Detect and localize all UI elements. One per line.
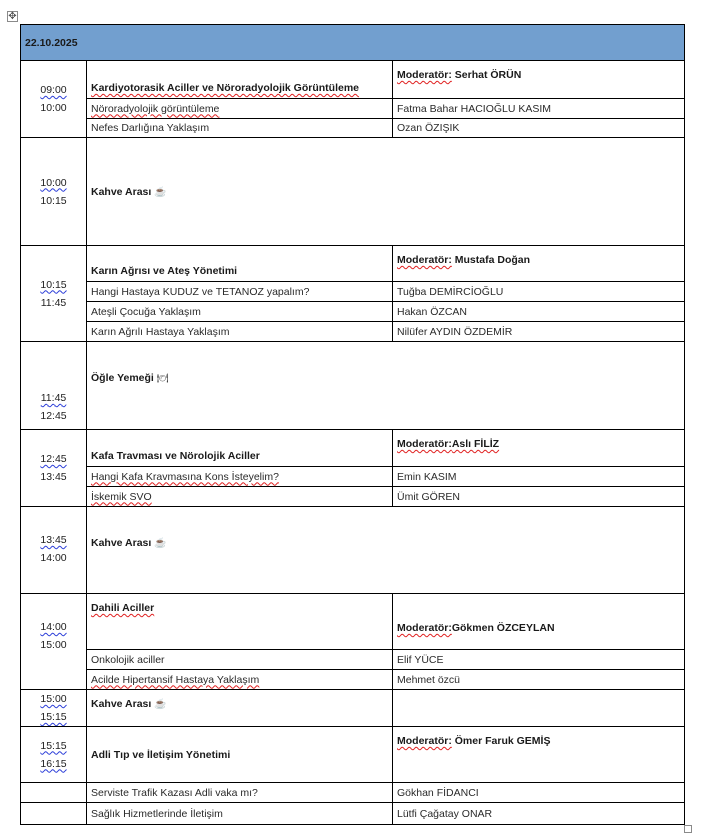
moderator-label: Moderatör: (397, 438, 452, 450)
moderator-label: Moderatör: (397, 69, 452, 81)
talk-topic-text: Nöroradyolojik görüntüleme (91, 102, 220, 115)
session-start-time: 15:15 (40, 739, 67, 752)
talk-topic-text: İskemik SVO (91, 490, 152, 503)
talk-topic[interactable] (87, 99, 393, 119)
talk-speaker[interactable]: Ozan ÖZIŞIK (393, 119, 685, 138)
talk-row (21, 803, 685, 825)
session-time-cell[interactable] (21, 727, 87, 783)
talk-speaker[interactable]: Lütfi Çağatay ONAR (393, 803, 685, 825)
break-time-cell[interactable] (21, 138, 87, 246)
break-cell[interactable] (87, 342, 685, 430)
talk-topic[interactable]: Serviste Trafik Kazası Adli vaka mı? (87, 783, 393, 803)
moderator-name: Mustafa Doğan (454, 254, 531, 266)
break-label: Kahve Arası (91, 537, 152, 549)
break-cell[interactable] (87, 138, 685, 246)
break-end-time: 15:15 (40, 711, 67, 723)
talk-row (21, 322, 685, 342)
moderator-name: Gökmen ÖZCEYLAN (451, 622, 555, 634)
session-start-time: 12:45 (40, 453, 67, 465)
moderator-label: Moderatör: (397, 735, 452, 747)
talk-topic[interactable] (87, 467, 393, 487)
break-start-time: 13:45 (40, 534, 67, 546)
session-title-prefix: Dahili Aciller (91, 602, 155, 614)
session-end-time: 16:15 (40, 757, 67, 770)
break-time-cell[interactable] (21, 342, 87, 430)
session-moderator[interactable] (393, 727, 685, 783)
break-start-time: 11:45 (40, 392, 67, 404)
session-end-time: 15:00 (40, 639, 67, 651)
moderator-name: Serhat ÖRÜN (454, 69, 522, 81)
session-end-time: 11:45 (40, 296, 67, 309)
empty-time-cell[interactable] (21, 803, 87, 825)
session-title-row (21, 61, 685, 99)
session-title-row (21, 430, 685, 467)
talk-row (21, 302, 685, 322)
session-start-time: 10:15 (40, 278, 67, 291)
session-moderator[interactable] (393, 61, 685, 99)
session-start-time: 09:00 (40, 84, 67, 96)
talk-topic[interactable] (87, 487, 393, 507)
session-time-cell[interactable] (21, 61, 87, 138)
break-row (21, 690, 685, 727)
session-end-time: 13:45 (40, 471, 67, 483)
dining-icon: 🍽 (156, 373, 169, 383)
talk-row (21, 119, 685, 138)
session-start-time: 14:00 (40, 621, 67, 633)
talk-speaker[interactable]: Ümit GÖREN (393, 487, 685, 507)
break-label: Kahve Arası (91, 185, 152, 198)
coffee-icon: ☕ (154, 186, 167, 198)
break-row (21, 138, 685, 246)
session-title-row (21, 246, 685, 282)
talk-topic[interactable] (87, 670, 393, 690)
session-moderator[interactable] (393, 594, 685, 650)
talk-row (21, 282, 685, 302)
break-cell[interactable] (87, 507, 685, 594)
break-row (21, 342, 685, 430)
session-time-cell[interactable] (21, 430, 87, 507)
coffee-icon: ☕ (154, 699, 167, 710)
session-title[interactable] (87, 61, 393, 99)
break-cell[interactable] (87, 690, 393, 727)
talk-topic[interactable]: Sağlık Hizmetlerinde İletişim (87, 803, 393, 825)
moderator-label: Moderatör: (397, 622, 452, 634)
talk-row (21, 650, 685, 670)
break-label: Öğle Yemeği (91, 372, 154, 384)
talk-speaker[interactable]: Elif YÜCE (393, 650, 685, 670)
moderator-name: Aslı FİLİZ (451, 438, 500, 450)
talk-speaker[interactable]: Emin KASIM (393, 467, 685, 487)
talk-speaker[interactable]: Hakan ÖZCAN (393, 302, 685, 322)
talk-row (21, 487, 685, 507)
break-end-time: 12:45 (40, 410, 67, 422)
session-title[interactable]: Karın Ağrısı ve Ateş Yönetimi (87, 246, 393, 282)
session-title-row (21, 594, 685, 650)
empty-cell[interactable] (393, 690, 685, 727)
talk-speaker[interactable]: Gökhan FİDANCI (393, 783, 685, 803)
session-end-time: 10:00 (40, 102, 67, 114)
talk-speaker[interactable]: Fatma Bahar HACIOĞLU KASIM (393, 99, 685, 119)
talk-row (21, 467, 685, 487)
talk-topic[interactable]: Nefes Darlığına Yaklaşım (87, 119, 393, 138)
moderator-name: Ömer Faruk GEMİŞ (454, 735, 551, 747)
break-label: Kahve Arası (91, 698, 152, 710)
talk-speaker[interactable]: Nilüfer AYDIN ÖZDEMİR (393, 322, 685, 342)
talk-topic[interactable]: Ateşli Çocuğa Yaklaşım (87, 302, 393, 322)
talk-topic-text: Acilde Hipertansif Hastaya Yaklaşım (91, 673, 260, 686)
session-time-cell[interactable] (21, 246, 87, 342)
session-title[interactable]: Adli Tıp ve İletişim Yönetimi (87, 727, 393, 783)
break-start-time: 15:00 (40, 693, 67, 705)
talk-row (21, 670, 685, 690)
moderator-label: Moderatör: (397, 254, 452, 266)
session-title[interactable] (87, 594, 393, 650)
empty-time-cell[interactable] (21, 783, 87, 803)
session-title[interactable]: Kafa Travması ve Nörolojik Aciller (87, 430, 393, 467)
table-resize-handle[interactable] (684, 825, 692, 833)
talk-speaker[interactable]: Mehmet özcü (393, 670, 685, 690)
break-row (21, 507, 685, 594)
session-title-row (21, 727, 685, 783)
table-move-handle[interactable]: ✥ (8, 11, 17, 22)
break-end-time: 10:15 (40, 194, 67, 207)
session-moderator[interactable] (393, 246, 685, 282)
talk-topic[interactable]: Karın Ağrılı Hastaya Yaklaşım (87, 322, 393, 342)
session-title-text: Kardiyotorasik Aciller ve Nöroradyolojik Görüntüleme (91, 82, 360, 94)
talk-speaker[interactable]: Tuğba DEMİRCİOĞLU (393, 282, 685, 302)
coffee-icon: ☕ (154, 538, 167, 549)
session-time-cell[interactable] (21, 594, 87, 690)
talk-row (21, 99, 685, 119)
date-header-row (21, 25, 685, 61)
talk-topic-text: Hangi Kafa Kravmasına Kons İsteyelim? (91, 470, 279, 483)
talk-topic[interactable]: Onkolojik aciller (87, 650, 393, 670)
schedule-table (20, 24, 685, 825)
talk-row (21, 783, 685, 803)
break-end-time: 14:00 (40, 552, 67, 564)
talk-topic[interactable]: Hangi Hastaya KUDUZ ve TETANOZ yapalım? (87, 282, 393, 302)
break-start-time: 10:00 (40, 176, 67, 189)
break-time-cell[interactable] (21, 507, 87, 594)
session-moderator[interactable] (393, 430, 685, 467)
break-time-cell[interactable] (21, 690, 87, 727)
date-header[interactable]: 22.10.2025 (21, 25, 685, 61)
